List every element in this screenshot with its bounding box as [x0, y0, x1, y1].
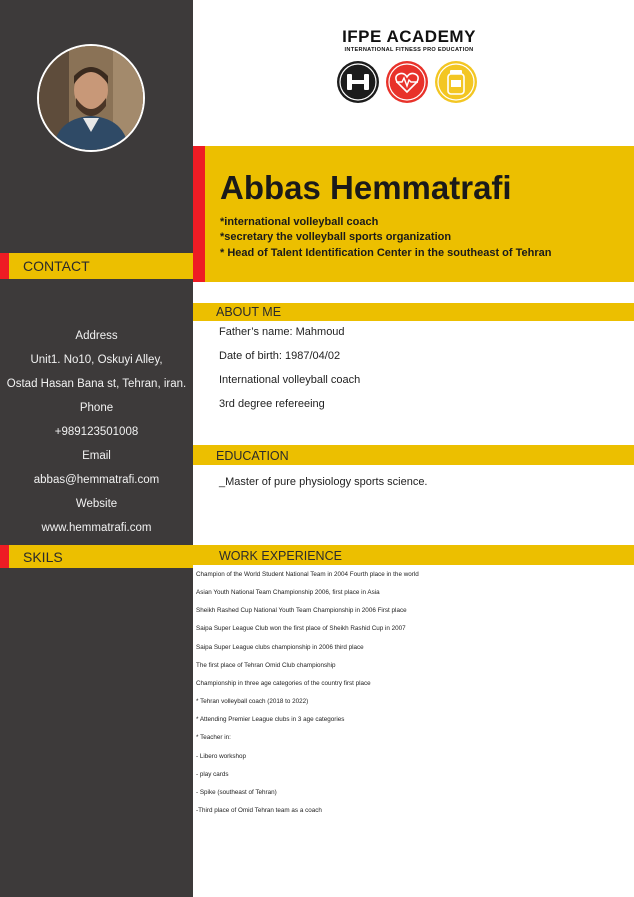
heartbeat-icon [386, 61, 428, 103]
dumbbell-icon [337, 61, 379, 103]
work-item: - Spike (southeast of Tehran) [196, 789, 277, 796]
about-item: Father’s name: Mahmoud [219, 326, 345, 338]
address-line1: Unit1. No10, Oskuyi Alley, [30, 354, 163, 366]
contact-heading: CONTACT [23, 258, 90, 274]
sidebar [0, 0, 193, 897]
about-item: International volleyball coach [219, 374, 361, 386]
work-item: Champion of the World Student National Team in 2004 Fourth place in the world [196, 571, 419, 578]
contact-list [0, 326, 193, 542]
work-item: Championship in three age categories of the country first place [196, 680, 371, 687]
address-label: Address [75, 330, 118, 342]
work-item: * Tehran volleyball coach (2018 to 2022) [196, 698, 309, 705]
work-heading: WORK EXPERIENCE [219, 549, 342, 563]
tagline-3: * Head of Talent Identification Center in the southeast of Tehran [220, 247, 552, 259]
phone-label: Phone [79, 402, 114, 414]
education-heading-band [193, 445, 634, 465]
supplement-jar-icon [435, 61, 477, 103]
about-item: 3rd degree refereeing [219, 398, 325, 410]
contact-heading-band [0, 253, 193, 279]
about-heading: ABOUT ME [216, 305, 282, 319]
tagline-2: *secretary the volleyball sports organization [220, 231, 452, 243]
phone-value: +989123501008 [54, 426, 139, 438]
brand-subtitle: INTERNATIONAL FITNESS PRO EDUCATION [344, 47, 474, 53]
work-item: Asian Youth National Team Championship 2006, first place in Asia [196, 589, 380, 596]
work-item: -Third place of Omid Tehran team as a coach [196, 807, 322, 814]
education-item: _Master of pure physiology sports science. [219, 476, 428, 488]
work-item: - play cards [196, 771, 229, 778]
brand-title: IFPE ACADEMY [342, 27, 476, 46]
email-label: Email [82, 450, 111, 462]
website-label: Website [75, 498, 118, 510]
about-heading-band [193, 303, 634, 321]
about-item: Date of birth: 1987/04/02 [219, 350, 341, 362]
work-item: Sheikh Rashed Cup National Youth Team Championship in 2006 First place [196, 607, 407, 614]
work-item: * Attending Premier League clubs in 3 age categories [196, 716, 345, 723]
skills-heading-band [0, 545, 193, 568]
work-item: Saipa Super League clubs championship in 2006 third place [196, 644, 364, 651]
work-heading-band [193, 545, 634, 565]
email-value: abbas@hemmatrafi.com [33, 474, 160, 486]
work-item: * Teacher in: [196, 734, 231, 741]
education-heading: EDUCATION [216, 449, 289, 463]
avatar [37, 44, 145, 152]
full-name: Abbas Hemmatrafi [220, 169, 512, 206]
address-line2: Ostad Hasan Bana st, Tehran, iran. [6, 378, 187, 390]
website-value: www.hemmatrafi.com [41, 522, 152, 534]
work-item: The first place of Tehran Omid Club championship [196, 662, 336, 669]
work-item: Saipa Super League Club won the first place of Sheikh Rashid Cup in 2007 [196, 625, 406, 632]
tagline-1: *international volleyball coach [220, 216, 379, 228]
work-item: - Libero workshop [196, 753, 247, 760]
skills-heading: SKILS [23, 549, 63, 565]
name-band [193, 146, 634, 282]
